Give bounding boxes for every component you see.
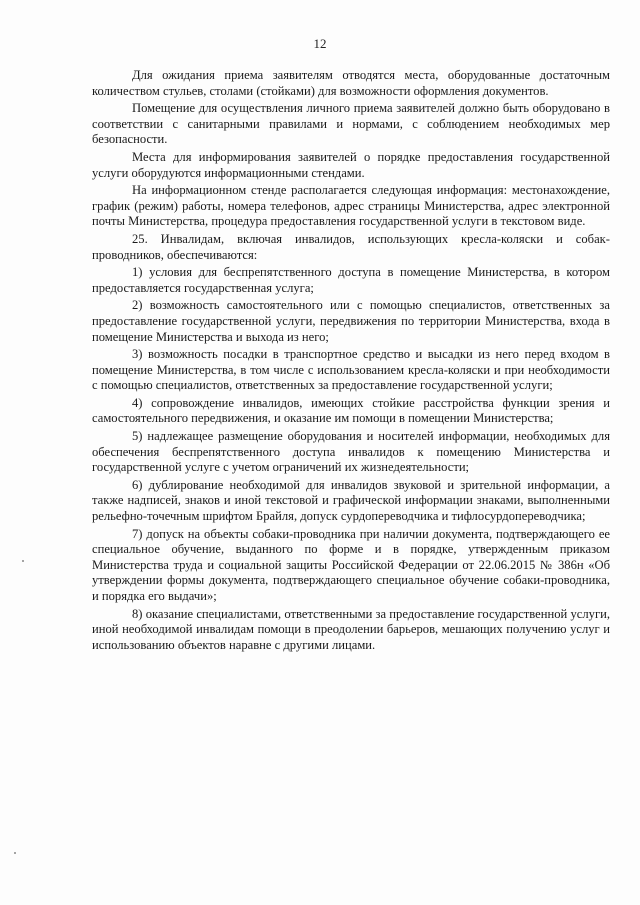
- paragraph-item-25: 25. Инвалидам, включая инвалидов, использующих кресла-коляски и собак-проводников, обеспечиваются:: [92, 231, 610, 262]
- list-item-3: 3) возможность посадки в транспортное средство и высадки из него перед входом в помещение Министерства, в том числе с использованием кресла-коляски и при необходимости с помощью специалистов, ответственных за предоставление государственной услуги;: [92, 347, 610, 393]
- list-item-6: 6) дублирование необходимой для инвалидов звуковой и зрительной информации, а также надписей, знаков и иной текстовой и графической информации знаками, выполненными рельефно-точечным шрифтом Брайля, допуск сурдопереводчика и тифлосурдопереводчика;: [92, 477, 610, 524]
- list-item-5: 5) надлежащее размещение оборудования и носителей информации, необходимых для обеспечения беспрепятственного доступа инвалидов к помещению Министерства и государственной услуге с учетом ограничений их жизнедеятельности;: [92, 429, 610, 475]
- paragraph-reception-room: Помещение для осуществления личного приема заявителей должно быть оборудовано в соответствии с санитарными правилами и нормами, с соблюдением необходимых мер безопасности.: [92, 101, 610, 147]
- paragraph-waiting-area: Для ожидания приема заявителям отводятся места, оборудованные достаточным количеством стульев, столами (стойками) для возможности оформления документов.: [92, 68, 610, 98]
- list-item-8: 8) оказание специалистами, ответственными за предоставление государственной услуги, иной необходимой инвалидам помощи в преодолении барьеров, мешающих получению услуг и использованию объектов наравне с другими лицами.: [92, 606, 610, 652]
- scan-speck: [14, 852, 16, 854]
- paragraph-stand-contents: На информационном стенде располагается следующая информация: местонахождение, график (режим) работы, номера телефонов, адрес страницы Министерства, адрес электронной почты Министерства, процедура предоставления государственной услуги в текстовом виде.: [92, 183, 610, 229]
- page-number: 12: [313, 36, 327, 51]
- list-item-1: 1) условия для беспрепятственного доступа в помещение Министерства, в котором предоставляется государственная услуга;: [92, 265, 610, 295]
- list-item-2: 2) возможность самостоятельного или с помощью специалистов, ответственных за предоставление государственной услуги, передвижения по территории Министерства, входа в помещение Министерства и выхода из него;: [92, 298, 610, 344]
- list-item-4: 4) сопровождение инвалидов, имеющих стойкие расстройства функции зрения и самостоятельного передвижения, и оказание им помощи в помещении Министерства;: [92, 395, 610, 426]
- scan-speck: [22, 560, 24, 562]
- list-item-7: 7) допуск на объекты собаки-проводника при наличии документа, подтверждающего ее специальное обучение, выданного по форме и в порядке, утвержденным приказом Министерства труда и социальной защиты Российской Федерации от 22.06.2015 № 386н «Об утверждении формы документа, подтверждающего специальное обучение собаки-проводника, и порядка его выдачи»;: [92, 526, 610, 603]
- document-body: [92, 68, 610, 655]
- paragraph-info-stands: Места для информирования заявителей о порядке предоставления государственной услуги оборудуются информационными стендами.: [92, 149, 610, 180]
